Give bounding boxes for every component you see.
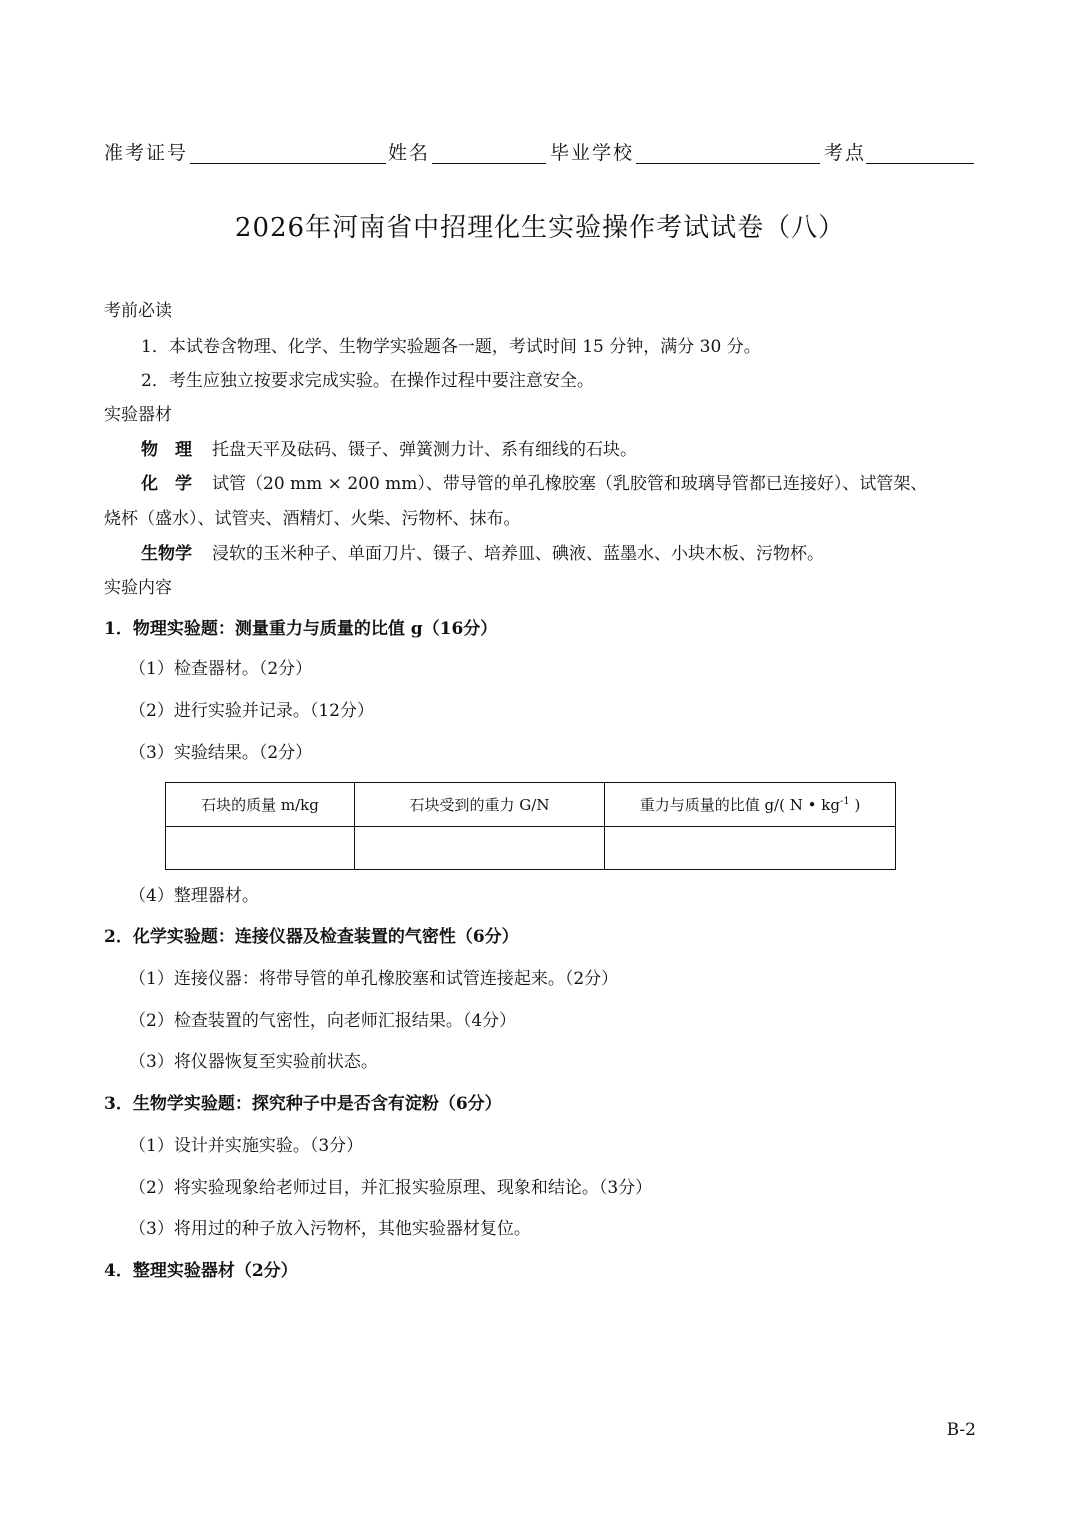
biology-text: 浸软的玉米种子、单面刀片、镊子、培养皿、碘液、蓝墨水、小块木板、污物杯。 [212,544,824,564]
q1-step: （2）进行实验并记录。（12分） [129,701,374,721]
q1-title: 1．物理实验题：测量重力与质量的比值 g（16分） [104,619,498,639]
site-label: 考点 [824,142,867,164]
q1-step: （1）检查器材。（2分） [129,659,313,679]
q3-step: （1）设计并实施实验。（3分） [129,1136,364,1156]
q3-title: 3．生物学实验题：探究种子中是否含有淀粉（6分） [104,1094,502,1114]
materials-heading: 实验器材 [104,405,172,425]
materials-physics [141,437,637,463]
q3-step: （3）将用过的种子放入污物杯，其他实验器材复位。 [129,1219,531,1239]
q2-step: （2）检查装置的气密性，向老师汇报结果。（4分） [129,1011,517,1031]
chemistry-text-cont: 烧杯（盛水）、试管夹、酒精灯、火柴、污物杯、抹布。 [104,509,521,529]
physics-label: 物 理 [141,440,192,460]
q1-step: （4）整理器材。 [129,886,259,906]
mass-input-cell[interactable] [166,827,355,870]
site-field[interactable] [866,163,974,164]
q4-title: 4．整理实验器材（2分） [104,1261,298,1281]
q3-step: （2）将实验现象给老师过目，并汇报实验原理、现象和结论。（3分） [129,1178,653,1198]
table-header-gravity: 石块受到的重力 G/N [355,783,605,827]
page-title: 2026年河南省中招理化生实验操作考试试卷（八） [234,213,846,243]
name-field[interactable] [432,163,546,164]
q2-title: 2．化学实验题：连接仪器及检查装置的气密性（6分） [104,927,519,947]
ratio-input-cell[interactable] [605,827,896,870]
materials-chemistry [141,471,927,497]
q2-step: （3）将仪器恢复至实验前状态。 [129,1052,378,1072]
exam-id-field[interactable] [190,163,386,164]
notice-item: 1．本试卷含物理、化学、生物学实验题各一题，考试时间 15 分钟，满分 30 分。 [141,337,761,357]
notice-heading: 考前必读 [104,301,172,321]
school-field[interactable] [636,163,820,164]
biology-label: 生物学 [141,544,192,564]
notice-item: 2．考生应独立按要求完成实验。在操作过程中要注意安全。 [141,371,594,391]
physics-text: 托盘天平及砝码、镊子、弹簧测力计、系有细线的石块。 [212,440,637,460]
exam-id-label: 准考证号 [104,142,189,164]
table-header-ratio: 重力与质量的比值 g/( N • $kg^{-1}$ ) [605,783,896,827]
q1-step: （3）实验结果。（2分） [129,743,313,763]
q2-step: （1）连接仪器：将带导管的单孔橡胶塞和试管连接起来。（2分） [129,969,619,989]
results-table [165,782,896,870]
chemistry-text: 试管（20 mm × 200 mm）、带导管的单孔橡胶塞（乳胶管和玻璃导管都已连接好）、试管架、 [212,474,928,494]
page-number: B-2 [946,1420,976,1440]
materials-biology [141,541,824,567]
chemistry-label: 化 学 [141,474,192,494]
name-label: 姓名 [388,142,431,164]
content-heading: 实验内容 [104,578,172,598]
gravity-input-cell[interactable] [355,827,605,870]
table-header-mass: 石块的质量 m/kg [166,783,355,827]
school-label: 毕业学校 [550,142,635,164]
